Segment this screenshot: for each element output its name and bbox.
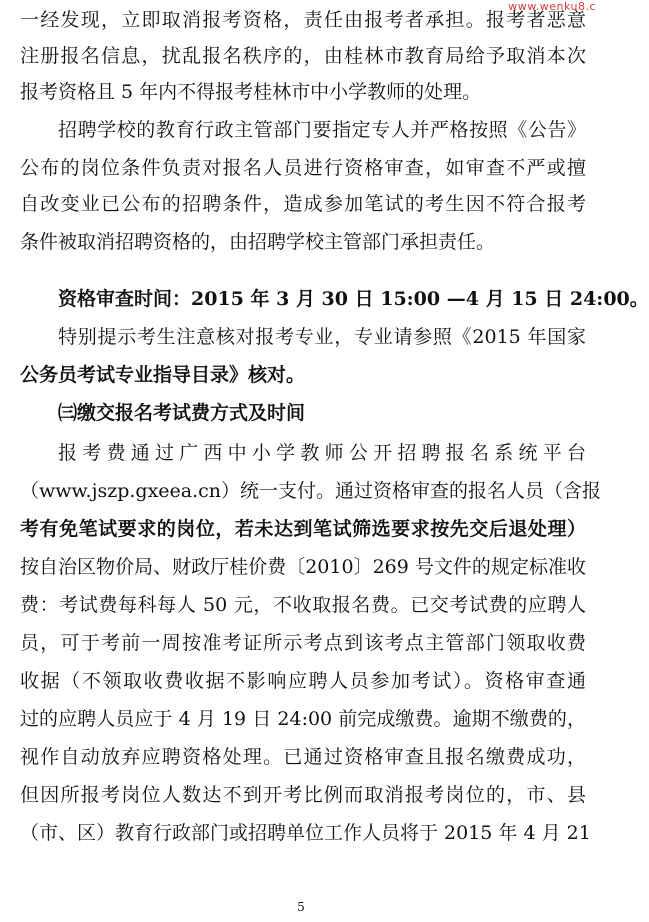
text-line-10: 公务员考试专业指导目录》核对。 — [20, 364, 306, 386]
text-line-12: 报考费通过广西中小学教师公开招聘报名系统平台 — [58, 442, 586, 464]
text-line-9: 特别提示考生注意核对报考专业，专业请参照《2015 年国家 — [58, 326, 586, 348]
text-line-14: 考有免笔试要求的岗位，若未达到笔试筛选要求按先交后退处理） — [20, 518, 586, 540]
text-line-7: 条件被取消招聘资格的，由招聘学校主管部门承担责任。 — [20, 231, 496, 253]
section-heading-fee: ㈢缴交报名考试费方式及时间 — [58, 402, 306, 424]
text-line-1: 一经发现，立即取消报考资格，责任由报考者承担。报考者恶意 — [20, 9, 586, 31]
page-number: 5 — [297, 900, 305, 914]
text-line-21: 但因所报考岗位人数达不到开考比例而取消报考岗位的，市、县 — [20, 784, 586, 806]
watermark: www.wenku8.c — [508, 0, 596, 13]
text-line-3: 报考资格且 5 年内不得报考桂林市中小学教师的处理。 — [20, 81, 482, 103]
review-time-heading: 资格审查时间：2015 年 3 月 30 日 15:00 —4 月 15 日 24:00。 — [58, 288, 649, 310]
text-line-20: 视作自动放弃应聘资格处理。已通过资格审查且报名缴费成功， — [20, 746, 586, 768]
text-line-13: （www.jszp.gxeea.cn）统一支付。通过资格审查的报名人员（含报 — [20, 480, 602, 502]
text-line-19: 过的应聘人员应于 4 月 19 日 24:00 前完成缴费。逾期不缴费的， — [20, 708, 586, 730]
text-line-6: 自改变业已公布的招聘条件，造成参加笔试的考生因不符合报考 — [20, 193, 586, 215]
text-line-2: 注册报名信息，扰乱报名秩序的，由桂林市教育局给予取消本次 — [20, 45, 586, 67]
text-line-18: 收据（不领取收费收据不影响应聘人员参加考试）。资格审查通 — [20, 670, 586, 692]
text-line-5: 公布的岗位条件负责对报名人员进行资格审查，如审查不严或擅 — [20, 157, 586, 179]
text-line-17: 员，可于考前一周按准考证所示考点到该考点主管部门领取收费 — [20, 632, 586, 654]
text-line-16: 费：考试费每科每人 50 元，不收取报名费。已交考试费的应聘人 — [20, 594, 586, 616]
text-line-22: （市、区）教育行政部门或招聘单位工作人员将于 2015 年 4 月 21 — [20, 822, 591, 844]
text-line-4: 招聘学校的教育行政主管部门要指定专人并严格按照《公告》 — [58, 119, 586, 141]
text-line-15: 按自治区物价局、财政厅桂价费〔2010〕269 号文件的规定标准收 — [20, 556, 586, 578]
